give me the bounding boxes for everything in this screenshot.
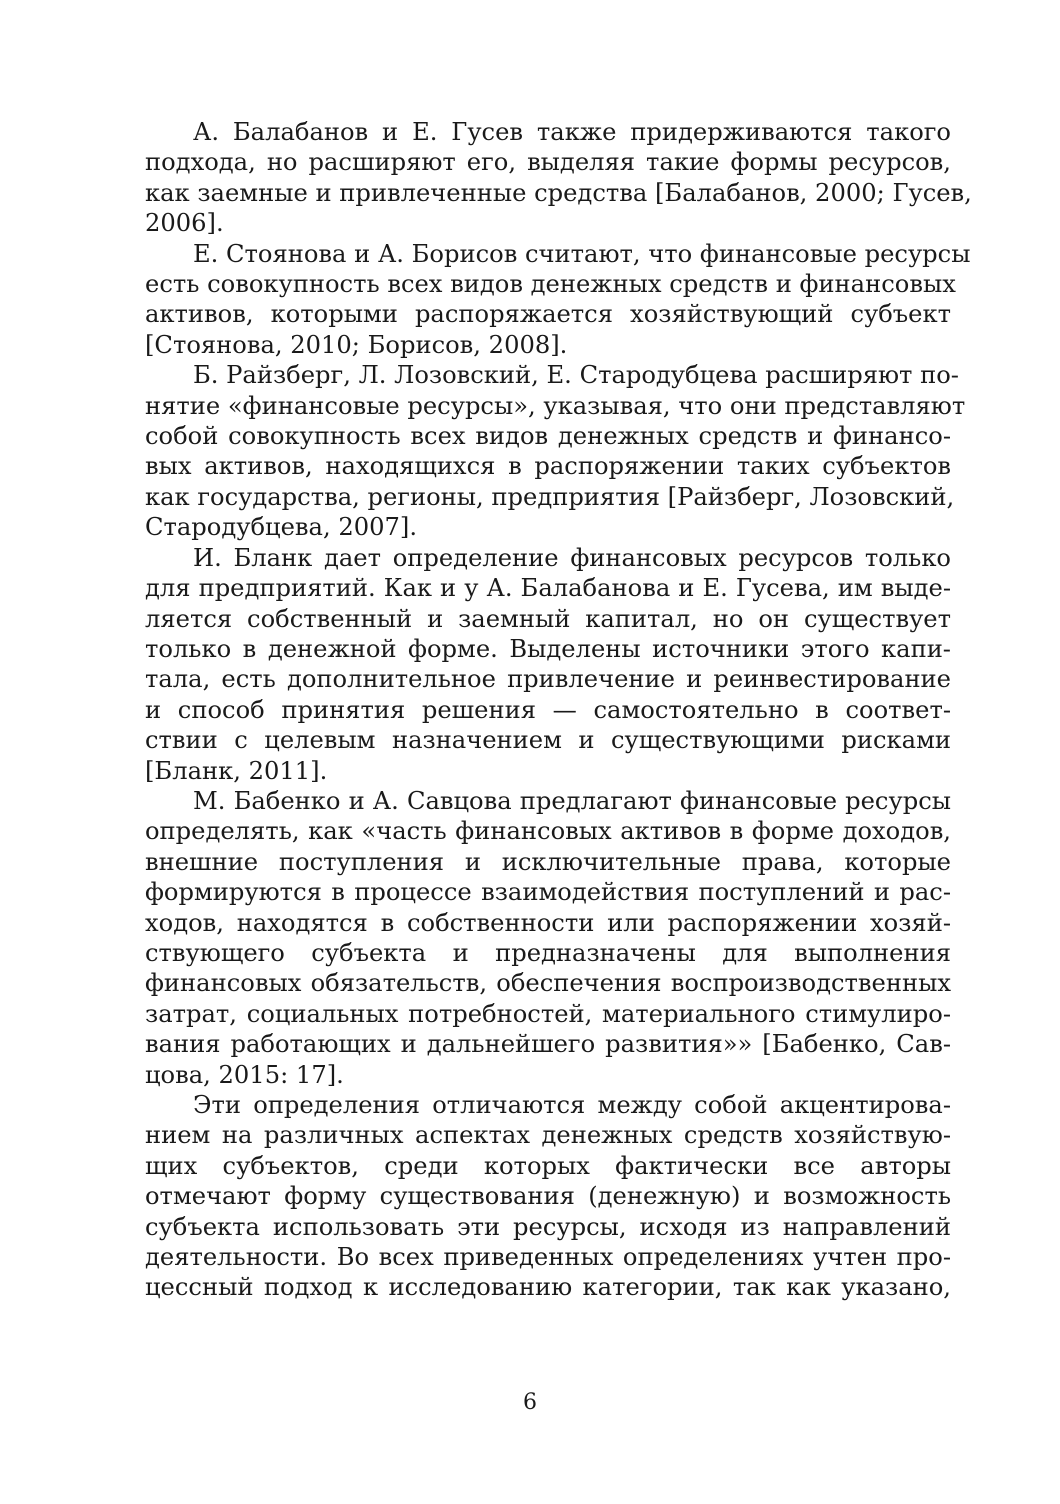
text-line: нятие «финансовые ресурсы», указывая, что они представляют (145, 391, 966, 420)
text-line: ствии с целевым назначением и существующими рисками (145, 726, 951, 755)
text-line: М. Бабенко и А. Савцова предлагают финансовые ресурсы (193, 786, 951, 815)
text-line: Стародубцева, 2007]. (145, 513, 418, 542)
text-line: активов, которыми распоряжается хозяйствующий субъект (145, 300, 951, 329)
text-line: цессный подход к исследованию категории, так как указано, (145, 1273, 951, 1302)
text-line: Б. Райзберг, Л. Лозовский, Е. Стародубцева расширяют по- (193, 361, 959, 390)
paragraph (145, 786, 951, 1090)
text-line: как государства, регионы, предприятия [Райзберг, Лозовский, (145, 482, 955, 511)
text-line: вания работающих и дальнейшего развития»» [Бабенко, Сав- (145, 1030, 951, 1059)
text-line: затрат, социальных потребностей, материального стимулиро- (145, 999, 951, 1028)
text-line: внешние поступления и исключительные права, которые (145, 847, 951, 876)
paragraph (145, 1090, 951, 1303)
text-line: финансовых обязательств, обеспечения воспроизводственных (145, 969, 951, 998)
text-line: ходов, находятся в собственности или распоряжении хозяй- (145, 908, 951, 937)
page-number: 6 (523, 1390, 537, 1415)
text-line: формируются в процессе взаимодействия поступлений и рас- (145, 878, 951, 907)
text-line: подхода, но расширяют его, выделяя такие формы ресурсов, (145, 148, 951, 177)
paragraph (145, 360, 966, 542)
paragraph (145, 543, 951, 786)
text-line: ствующего субъекта и предназначены для выполнения (145, 938, 951, 967)
text-line: вых активов, находящихся в распоряжении таких субъектов (145, 452, 951, 481)
text-line: Эти определения отличаются между собой акцентирова- (193, 1091, 951, 1119)
text-line: нием на различных аспектах денежных средств хозяйствую- (145, 1121, 951, 1150)
text-line: цова, 2015: 17]. (145, 1060, 344, 1089)
text-line: субъекта использовать эти ресурсы, исходя из направлений (145, 1212, 951, 1241)
text-line: отмечают форму существования (денежную) и возможность (145, 1182, 951, 1211)
text-line: Е. Стоянова и А. Борисов считают, что финансовые ресурсы (193, 239, 971, 268)
text-line: ляется собственный и заемный капитал, но он существует (145, 604, 951, 633)
paragraph (145, 117, 972, 239)
body-text (145, 117, 972, 1303)
text-line: 2006]. (145, 209, 224, 238)
text-line: деятельности. Во всех приведенных определениях учтен про- (145, 1243, 951, 1272)
text-line: тала, есть дополнительное привлечение и реинвестирование (145, 665, 951, 694)
paragraph (145, 239, 971, 361)
text-line: есть совокупность всех видов денежных средств и финансовых (145, 270, 956, 299)
text-line: А. Балабанов и Е. Гусев также придерживаются такого (193, 118, 951, 146)
text-line: только в денежной форме. Выделены источники этого капи- (145, 634, 951, 663)
text-line: для предприятий. Как и у А. Балабанова и Е. Гусева, им выде- (145, 574, 951, 603)
text-line: собой совокупность всех видов денежных средств и финансо- (145, 422, 951, 451)
text-line: как заемные и привлеченные средства [Балабанов, 2000; Гусев, (145, 178, 972, 207)
text-line: щих субъектов, среди которых фактически все авторы (145, 1151, 951, 1180)
text-line: определять, как «часть финансовых активов в форме доходов, (145, 817, 951, 846)
text-line: и способ принятия решения — самостоятельно в соответ- (145, 695, 951, 724)
text-line: [Бланк, 2011]. (145, 756, 328, 785)
text-line: И. Бланк дает определение финансовых ресурсов только (193, 543, 951, 572)
text-line: [Стоянова, 2010; Борисов, 2008]. (145, 330, 568, 359)
